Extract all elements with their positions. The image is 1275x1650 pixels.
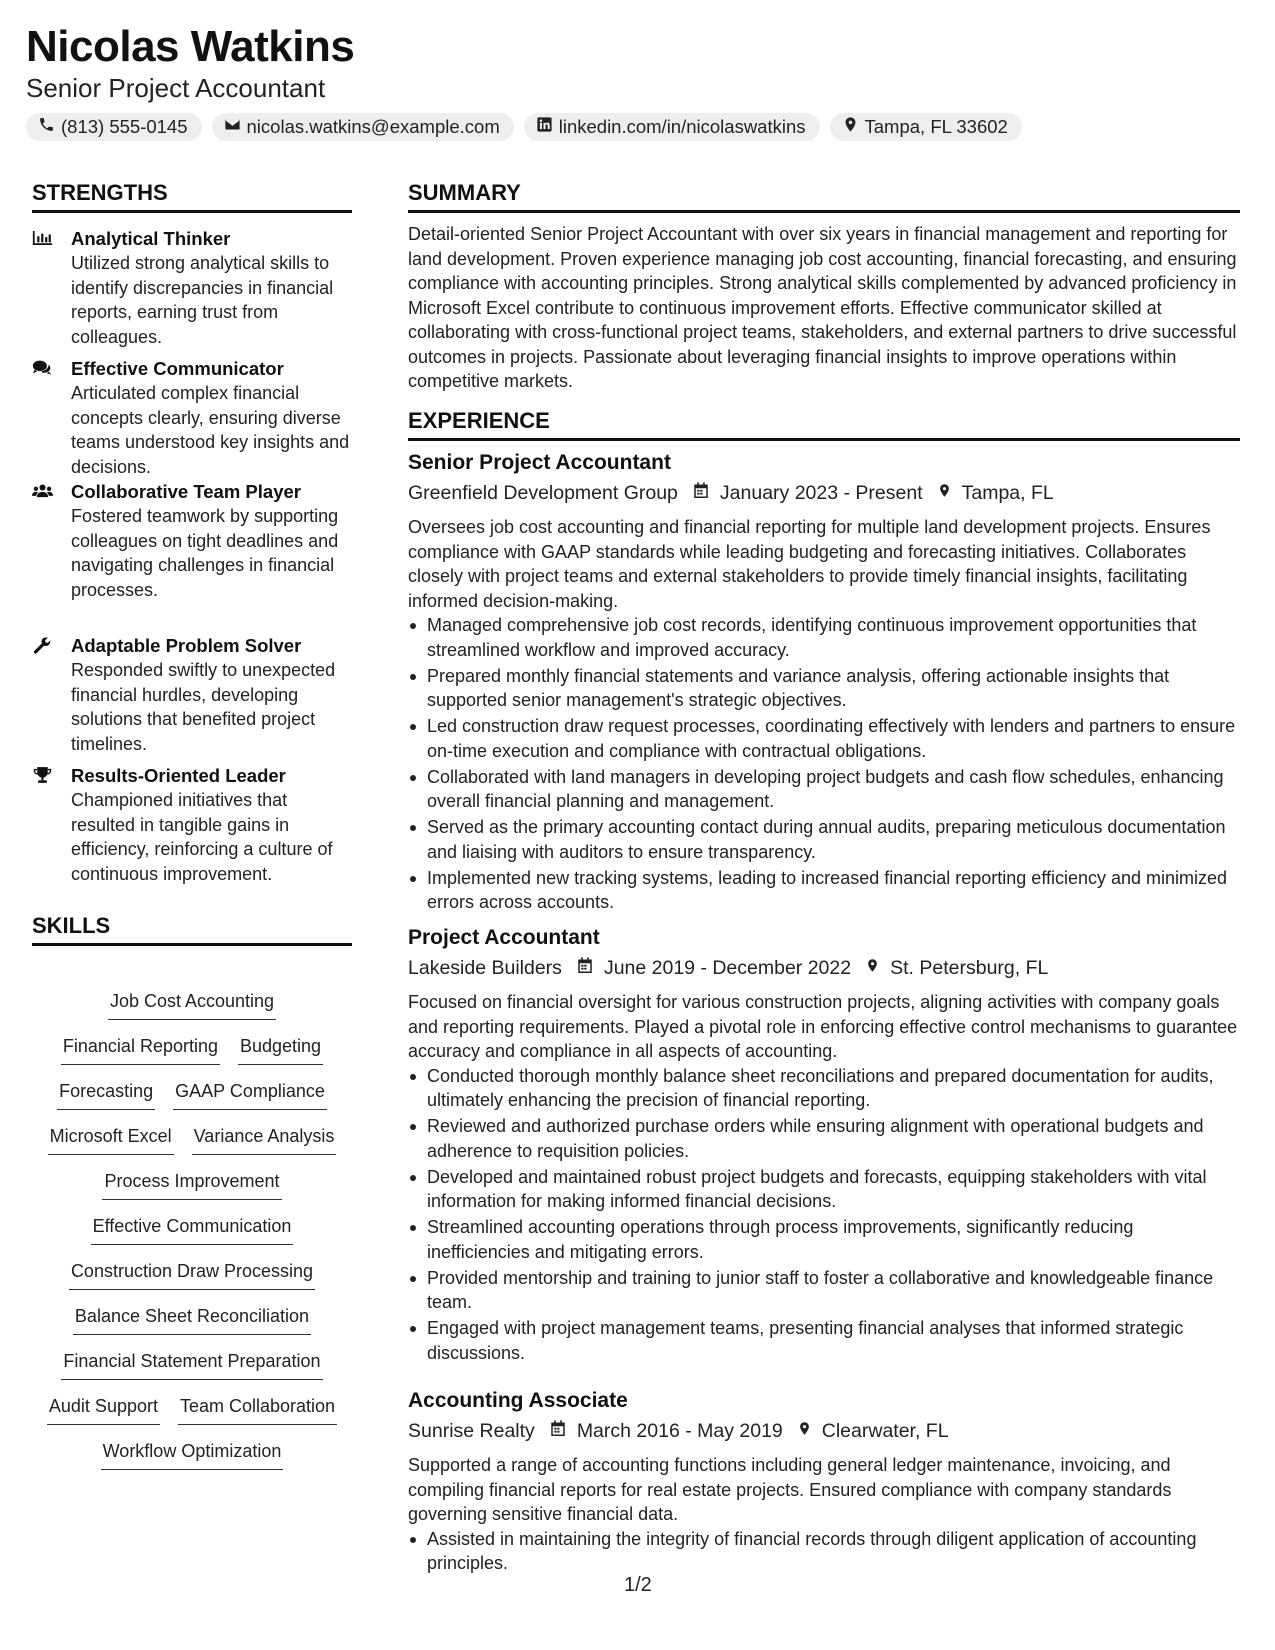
strength-desc: Fostered teamwork by supporting colleagues on tight deadlines and navigating challenges in financial processes. xyxy=(71,506,339,600)
job-bullet: Led construction draw request processes, coordinating effectively with lenders and partners to ensure on-time execution and compliance with contractual obligations. xyxy=(408,714,1240,763)
job-bullet: Collaborated with land managers in developing project budgets and cash flow schedules, enhancing overall financial planning and management. xyxy=(408,765,1240,814)
skill-tag: Variance Analysis xyxy=(192,1125,337,1155)
strength-desc: Utilized strong analytical skills to identify discrepancies in financial reports, earning trust from colleagues. xyxy=(71,253,334,347)
job-bullet: Conducted thorough monthly balance sheet reconciliations and prepared documentation for audits, ultimately enhancing the precision of financial reporting. xyxy=(408,1064,1240,1113)
skill-row xyxy=(32,1215,352,1245)
skill-tag: Financial Reporting xyxy=(61,1035,220,1065)
job-bullet: Engaged with project management teams, presenting financial analyses that informed strategic discussions. xyxy=(408,1316,1240,1365)
skill-tag: Audit Support xyxy=(47,1395,160,1425)
job-description: Supported a range of accounting functions including general ledger maintenance, invoicing, and compiling financial reports for real estate projects. Ensured compliance with company standards governing sensitive financial data. xyxy=(408,1455,1172,1524)
job-title: Project Accountant xyxy=(408,926,600,949)
job-bullet: Prepared monthly financial statements and variance analysis, offering actionable insights that supported senior management's strategic objectives. xyxy=(408,664,1240,713)
strength-item xyxy=(32,357,352,479)
strength-title: Analytical Thinker xyxy=(71,228,231,249)
job-location: Clearwater, FL xyxy=(821,1420,949,1442)
job-dates: March 2016 - May 2019 xyxy=(576,1420,783,1442)
experience-heading: EXPERIENCE xyxy=(408,408,1240,441)
skill-tag: Forecasting xyxy=(57,1080,155,1110)
strength-title: Results-Oriented Leader xyxy=(71,765,286,786)
skills-list xyxy=(32,990,352,1485)
skill-tag: Balance Sheet Reconciliation xyxy=(73,1305,311,1335)
skill-row xyxy=(32,1260,352,1290)
comments-icon xyxy=(32,359,54,379)
job-bullets xyxy=(408,1527,1240,1576)
calendar-icon xyxy=(562,956,604,981)
job-meta xyxy=(408,481,1240,506)
phone-text: (813) 555-0145 xyxy=(61,116,188,137)
job-bullet: Streamlined accounting operations through process improvements, significantly reducing inefficiencies and mitigating errors. xyxy=(408,1215,1240,1264)
candidate-role: Senior Project Accountant xyxy=(26,73,326,103)
map-pin-icon xyxy=(783,1419,822,1444)
skill-row xyxy=(32,1125,352,1155)
map-pin-icon xyxy=(851,956,890,981)
job-bullets xyxy=(408,613,1240,915)
job-entry xyxy=(408,926,1240,1367)
company-name: Lakeside Builders xyxy=(408,957,562,979)
contact-location[interactable] xyxy=(830,113,1022,141)
skill-tag: Team Collaboration xyxy=(178,1395,337,1425)
job-meta xyxy=(408,1419,1240,1444)
envelope-icon xyxy=(224,116,241,138)
job-entry xyxy=(408,1389,1240,1577)
strength-title: Adaptable Problem Solver xyxy=(71,635,302,656)
skill-tag: Construction Draw Processing xyxy=(69,1260,315,1290)
strength-title: Effective Communicator xyxy=(71,358,284,379)
job-bullet: Assisted in maintaining the integrity of financial records through diligent application of accounting principles. xyxy=(408,1527,1240,1576)
skills-heading: SKILLS xyxy=(32,913,352,946)
job-dates: June 2019 - December 2022 xyxy=(603,957,852,979)
wrench-icon xyxy=(32,636,54,656)
contact-linkedin[interactable] xyxy=(524,113,820,141)
job-bullets xyxy=(408,1064,1240,1366)
calendar-icon xyxy=(535,1419,577,1444)
calendar-icon xyxy=(678,481,720,506)
map-pin-icon xyxy=(923,481,962,506)
contact-email[interactable] xyxy=(212,113,514,141)
skill-row xyxy=(32,1080,352,1110)
strength-title: Collaborative Team Player xyxy=(71,481,301,502)
email-text: nicolas.watkins@example.com xyxy=(246,116,500,137)
location-text: Tampa, FL 33602 xyxy=(864,116,1008,137)
page-number: 1/2 xyxy=(624,1574,652,1596)
skill-tag: Budgeting xyxy=(238,1035,323,1065)
skill-tag: Microsoft Excel xyxy=(48,1125,174,1155)
job-title: Accounting Associate xyxy=(408,1389,628,1412)
skill-tag: Financial Statement Preparation xyxy=(61,1350,322,1380)
job-meta xyxy=(408,956,1240,981)
job-description: Oversees job cost accounting and financial reporting for multiple land development projects. Ensures compliance with GAAP standards while leading budgeting and forecasting initiatives. Collaborates closely with project teams and external stakeholders to provide timely financial insights, facilitating informed decision-making. xyxy=(408,517,1211,611)
skill-row xyxy=(32,990,352,1020)
company-name: Greenfield Development Group xyxy=(408,482,678,504)
job-dates: January 2023 - Present xyxy=(719,482,923,504)
skill-row xyxy=(32,1350,352,1380)
contact-phone[interactable] xyxy=(26,113,202,141)
linkedin-icon xyxy=(536,116,553,138)
strength-item xyxy=(32,634,352,756)
strengths-heading: STRENGTHS xyxy=(32,180,352,213)
job-bullet: Managed comprehensive job cost records, identifying continuous improvement opportunities that streamlined workflow and improved accuracy. xyxy=(408,613,1240,662)
job-location: St. Petersburg, FL xyxy=(890,957,1049,979)
strength-desc: Responded swiftly to unexpected financial hurdles, developing solutions that benefited project timelines. xyxy=(71,660,336,754)
skill-tag: Job Cost Accounting xyxy=(108,990,276,1020)
skill-row xyxy=(32,1170,352,1200)
skill-row xyxy=(32,1440,352,1470)
skill-tag: Process Improvement xyxy=(102,1170,281,1200)
job-title: Senior Project Accountant xyxy=(408,451,671,474)
strength-desc: Articulated complex financial concepts clearly, ensuring diverse teams understood key insights and decisions. xyxy=(71,383,350,477)
job-bullet: Served as the primary accounting contact during annual audits, preparing meticulous documentation and liaising with auditors to ensure transparency. xyxy=(408,815,1240,864)
skill-row xyxy=(32,1305,352,1335)
contact-bar xyxy=(26,113,1022,141)
strength-item xyxy=(32,480,352,602)
strength-item xyxy=(32,764,352,886)
skill-row xyxy=(32,1035,352,1065)
skill-tag: GAAP Compliance xyxy=(173,1080,327,1110)
company-name: Sunrise Realty xyxy=(408,1420,535,1442)
job-description: Focused on financial oversight for various construction projects, aligning activities with company goals and reporting requirements. Played a pivotal role in enforcing effective control mechanisms to guarantee accuracy and compliance in all aspects of accounting. xyxy=(408,992,1238,1061)
summary-heading: SUMMARY xyxy=(408,180,1240,213)
job-bullet: Provided mentorship and training to junior staff to foster a collaborative and knowledgeable finance team. xyxy=(408,1266,1240,1315)
strength-item xyxy=(32,227,352,349)
skill-tag: Effective Communication xyxy=(91,1215,294,1245)
job-bullet: Developed and maintained robust project budgets and forecasts, equipping stakeholders with vital information for making informed financial decisions. xyxy=(408,1165,1240,1214)
job-entry xyxy=(408,451,1240,916)
skill-tag: Workflow Optimization xyxy=(101,1440,284,1470)
job-bullet: Reviewed and authorized purchase orders while ensuring alignment with operational budgets and adherence to requisition policies. xyxy=(408,1114,1240,1163)
candidate-name: Nicolas Watkins xyxy=(26,22,355,71)
strength-desc: Championed initiatives that resulted in tangible gains in efficiency, reinforcing a culture of continuous improvement. xyxy=(71,790,333,884)
trophy-icon xyxy=(32,766,54,786)
linkedin-text: linkedin.com/in/nicolaswatkins xyxy=(558,116,806,137)
users-icon xyxy=(32,482,54,502)
job-location: Tampa, FL xyxy=(961,482,1054,504)
phone-icon xyxy=(38,116,55,138)
map-pin-icon xyxy=(842,116,859,138)
skill-row xyxy=(32,1395,352,1425)
chart-icon xyxy=(32,229,54,249)
summary-text: Detail-oriented Senior Project Accountant with over six years in financial management and reporting for land development. Proven experience managing job cost accounting, financial forecasting, and ensuring compliance with accounting principles. Strong analytical skills complemented by advanced proficiency in Microsoft Excel contribute to continuous improvement efforts. Effective communicator skilled at collaborating with cross-functional project teams, stakeholders, and external partners to drive successful outcomes in projects. Passionate about leveraging financial insights to improve operations within competitive markets. xyxy=(408,224,1237,391)
job-bullet: Implemented new tracking systems, leading to increased financial reporting efficiency and minimized errors across accounts. xyxy=(408,866,1240,915)
